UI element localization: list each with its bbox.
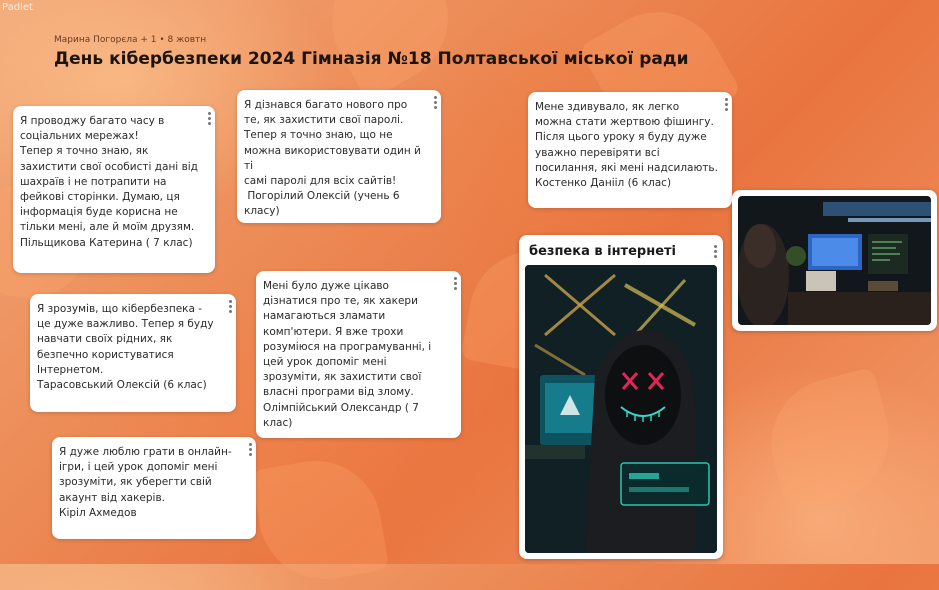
post-menu-icon[interactable]: [249, 443, 252, 456]
post-text: Мені було дуже цікаво дізнатися про те, як хакери намагаються зламати комп'ютери. Я вже трохи розуміюся на програмуванні, і цей урок допоміг мені зрозуміти, як захистити свої власні програми від злому. Олімпійський Олександр ( 7 клас): [263, 280, 432, 429]
board-breadcrumb[interactable]: Марина Погорєла + 1 • 8 жовтн: [54, 35, 207, 45]
post-card[interactable]: [52, 437, 256, 539]
post-menu-icon[interactable]: [725, 98, 728, 111]
workstation-image: [738, 196, 931, 325]
post-card[interactable]: [528, 92, 732, 208]
post-card[interactable]: [30, 294, 236, 412]
background-leaf: [250, 450, 389, 589]
post-card[interactable]: [256, 271, 461, 438]
post-text: Я дізнався багато нового про те, як захистити свої паролі. Тепер я точно знаю, що не можна використовувати один й ті самі паролі для всіх сайтів! Погорілий Олексій (учень 6 класу): [244, 99, 421, 218]
post-menu-icon[interactable]: [208, 112, 211, 125]
post-menu-icon[interactable]: [454, 277, 457, 290]
board-title: День кібербезпеки 2024 Гімназія №18 Полтавської міської ради: [54, 49, 689, 69]
post-menu-icon[interactable]: [229, 300, 232, 313]
post-card[interactable]: [13, 106, 215, 273]
post-card[interactable]: [237, 90, 441, 223]
post-text: Мене здивувало, як легко можна стати жертвою фішингу. Після цього уроку я буду дуже уважно перевіряти всі посилання, які мені надсилають. Костенко Данііл (6 клас): [535, 101, 718, 190]
post-text: Я дуже люблю грати в онлайн- ігри, і цей урок допоміг мені зрозуміти, як уберегти свій акаунт від хакерів. Кіріл Ахмедов: [59, 446, 232, 519]
image-post-card[interactable]: [732, 190, 937, 331]
post-menu-icon[interactable]: [434, 96, 437, 109]
image-post-title: безпека в інтернеті: [529, 244, 677, 259]
background-leaf: [757, 367, 904, 514]
image-post-card[interactable]: [519, 235, 723, 559]
post-text: Я зрозумів, що кібербезпека - це дуже важливо. Тепер я буду навчати своїх рідних, як безпечно користуватися Інтернетом. Тарасовський Олексій (6 клас): [37, 303, 214, 392]
post-menu-icon[interactable]: [714, 245, 717, 258]
padlet-logo[interactable]: Padlet: [2, 2, 33, 13]
post-text: Я проводжу багато часу в соціальних мережах! Тепер я точно знаю, як захистити свої особисті дані від шахраїв і не потрапити на фейкові сторінки. Думаю, ця інформація буде корисна не тільки мені, але й моїм друзям. Пільщикова Катерина ( 7 клас): [20, 115, 198, 249]
hacker-image: [525, 265, 717, 553]
